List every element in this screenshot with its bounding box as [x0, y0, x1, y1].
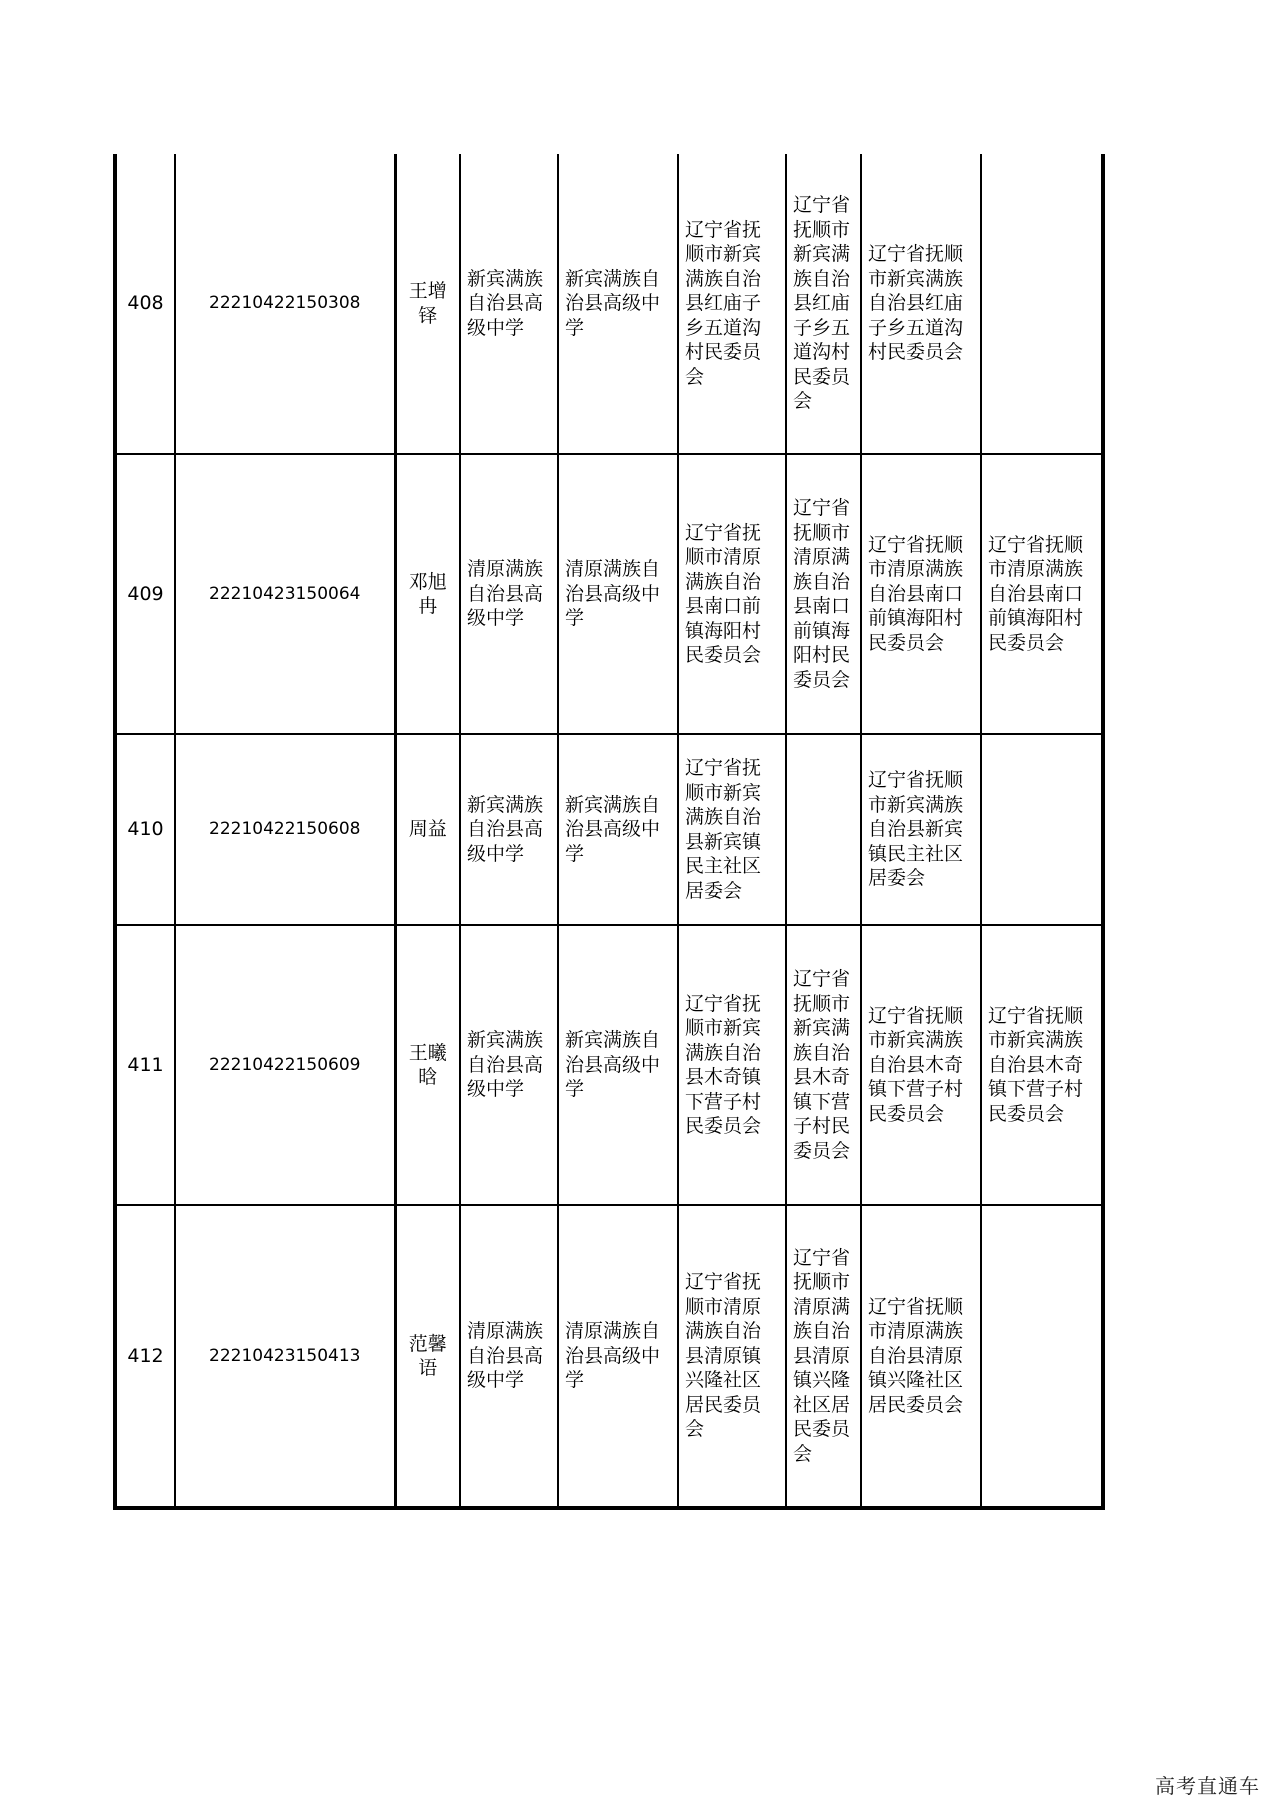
seq-cell: 410	[115, 734, 175, 925]
school-b-cell: 新宾满族自治县高级中学	[558, 925, 678, 1205]
school-a-cell: 清原满族自治县高级中学	[460, 454, 558, 734]
seq-cell: 408	[115, 154, 175, 454]
name-cell: 王曦晗	[395, 925, 460, 1205]
exam-id-cell: 22210422150609	[175, 925, 395, 1205]
seq-cell: 412	[115, 1205, 175, 1508]
address-b-cell: 辽宁省抚顺市清原满族自治县南口前镇海阳村民委员会	[786, 454, 861, 734]
school-a-cell: 新宾满族自治县高级中学	[460, 925, 558, 1205]
address-a-cell: 辽宁省抚顺市新宾满族自治县木奇镇下营子村民委员会	[678, 925, 786, 1205]
school-a-cell: 清原满族自治县高级中学	[460, 1205, 558, 1508]
address-b-cell	[786, 734, 861, 925]
name-cell: 周益	[395, 734, 460, 925]
address-d-cell: 辽宁省抚顺市新宾满族自治县木奇镇下营子村民委员会	[981, 925, 1103, 1205]
table-row	[115, 734, 1103, 925]
table-row	[115, 1205, 1103, 1508]
watermark-text: 高考直通车	[1155, 1774, 1260, 1798]
address-a-cell: 辽宁省抚顺市新宾满族自治县新宾镇民主社区居委会	[678, 734, 786, 925]
table-row	[115, 154, 1103, 454]
address-c-cell: 辽宁省抚顺市清原满族自治县清原镇兴隆社区居民委员会	[861, 1205, 981, 1508]
address-a-cell: 辽宁省抚顺市清原满族自治县南口前镇海阳村民委员会	[678, 454, 786, 734]
address-a-cell: 辽宁省抚顺市新宾满族自治县红庙子乡五道沟村民委员会	[678, 154, 786, 454]
exam-id-cell: 22210422150608	[175, 734, 395, 925]
table-row	[115, 454, 1103, 734]
address-c-cell: 辽宁省抚顺市清原满族自治县南口前镇海阳村民委员会	[861, 454, 981, 734]
address-b-cell: 辽宁省抚顺市清原满族自治县清原镇兴隆社区居民委员会	[786, 1205, 861, 1508]
address-c-cell: 辽宁省抚顺市新宾满族自治县新宾镇民主社区居委会	[861, 734, 981, 925]
address-c-cell: 辽宁省抚顺市新宾满族自治县红庙子乡五道沟村民委员会	[861, 154, 981, 454]
address-c-cell: 辽宁省抚顺市新宾满族自治县木奇镇下营子村民委员会	[861, 925, 981, 1205]
address-d-cell	[981, 1205, 1103, 1508]
school-a-cell: 新宾满族自治县高级中学	[460, 154, 558, 454]
address-d-cell	[981, 154, 1103, 454]
school-b-cell: 清原满族自治县高级中学	[558, 1205, 678, 1508]
exam-id-cell: 22210423150064	[175, 454, 395, 734]
exam-id-cell: 22210423150413	[175, 1205, 395, 1508]
seq-cell: 409	[115, 454, 175, 734]
address-b-cell: 辽宁省抚顺市新宾满族自治县红庙子乡五道沟村民委员会	[786, 154, 861, 454]
address-d-cell	[981, 734, 1103, 925]
seq-cell: 411	[115, 925, 175, 1205]
exam-id-cell: 22210422150308	[175, 154, 395, 454]
address-d-cell: 辽宁省抚顺市清原满族自治县南口前镇海阳村民委员会	[981, 454, 1103, 734]
school-b-cell: 清原满族自治县高级中学	[558, 454, 678, 734]
name-cell: 王增铎	[395, 154, 460, 454]
name-cell: 范馨语	[395, 1205, 460, 1508]
address-a-cell: 辽宁省抚顺市清原满族自治县清原镇兴隆社区居民委员会	[678, 1205, 786, 1508]
school-a-cell: 新宾满族自治县高级中学	[460, 734, 558, 925]
school-b-cell: 新宾满族自治县高级中学	[558, 734, 678, 925]
results-table	[113, 154, 1105, 1510]
school-b-cell: 新宾满族自治县高级中学	[558, 154, 678, 454]
address-b-cell: 辽宁省抚顺市新宾满族自治县木奇镇下营子村民委员会	[786, 925, 861, 1205]
table-row	[115, 925, 1103, 1205]
name-cell: 邓旭冉	[395, 454, 460, 734]
